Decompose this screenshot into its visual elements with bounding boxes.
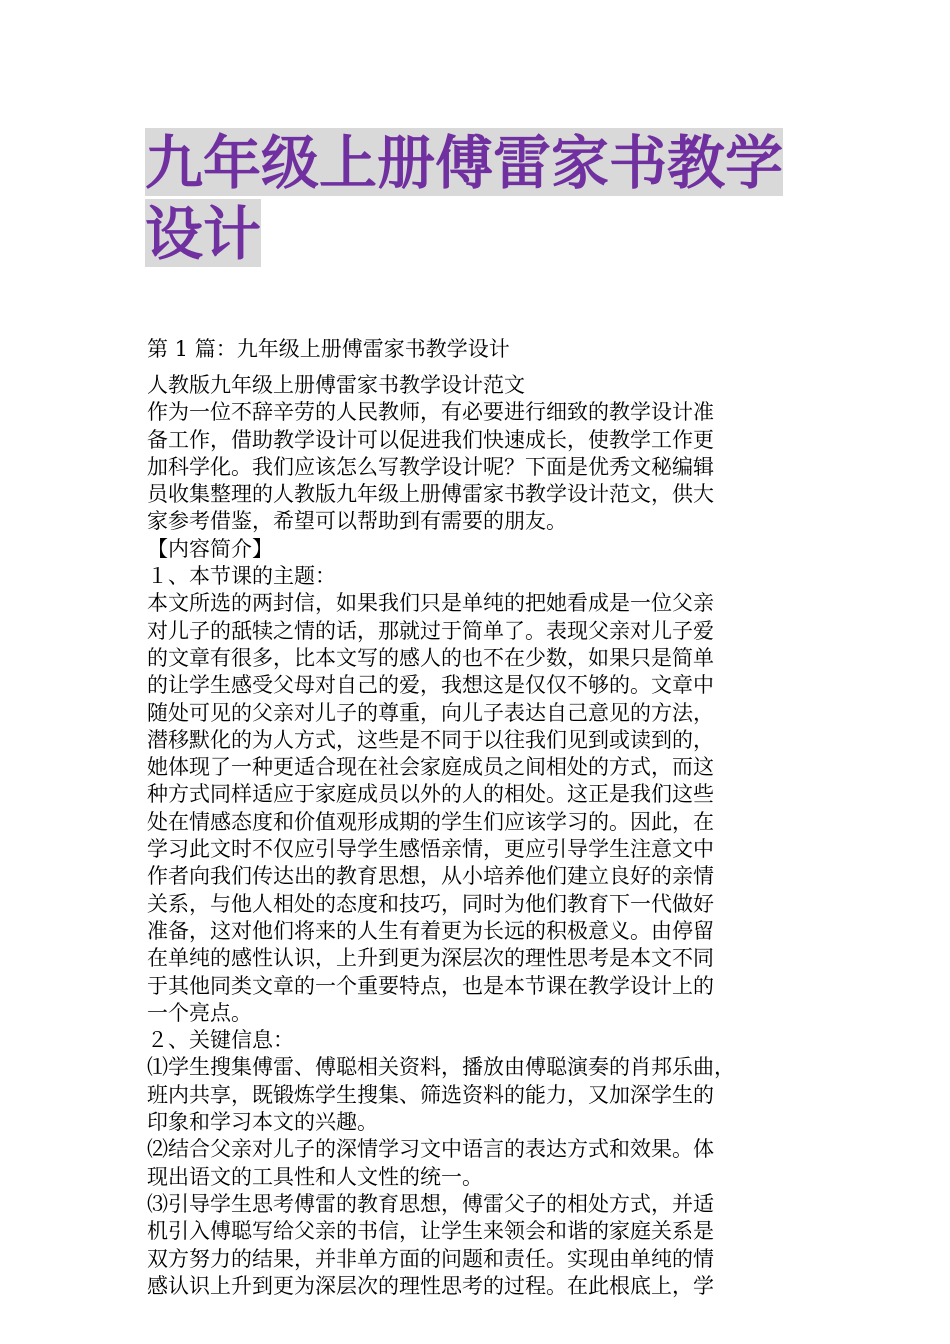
text-line: 机引入傅聪写给父亲的书信，让学生来领会和谐的家庭关系是 bbox=[147, 1219, 714, 1244]
text-line: 双方努力的结果，并非单方面的问题和责任。实现由单纯的情 bbox=[147, 1246, 714, 1271]
document-title bbox=[145, 128, 810, 267]
text-line: 班内共享，既锻炼学生搜集、筛选资料的能力，又加深学生的 bbox=[147, 1082, 714, 1107]
text-line: 员收集整理的人教版九年级上册傅雷家书教学设计范文，供大 bbox=[147, 482, 714, 507]
section-heading: 第 1 篇：九年级上册傅雷家书教学设计 bbox=[147, 337, 510, 361]
text-line: ⑶引导学生思考傅雷的教育思想，傅雷父子的相处方式，并适 bbox=[147, 1191, 714, 1216]
title-line-1: 九年级上册傅雷家书教学 bbox=[145, 129, 784, 197]
text-line: 于其他同类文章的一个重要特点，也是本节课在教学设计上的 bbox=[147, 973, 714, 998]
text-line: 人教版九年级上册傅雷家书教学设计范文 bbox=[147, 373, 525, 397]
text-line: 现出语文的工具性和人文性的统一。 bbox=[147, 1164, 483, 1189]
body-text bbox=[147, 372, 812, 1300]
text-line: 关系，与他人相处的态度和技巧，同时为他们教育下一代做好 bbox=[147, 891, 714, 916]
content-summary-heading: 【内容简介】 bbox=[147, 536, 273, 561]
text-line: 准备，这对他们将来的人生有着更为长远的积极意义。由停留 bbox=[147, 918, 714, 943]
text-line: 的让学生感受父母对自己的爱，我想这是仅仅不够的。文章中 bbox=[147, 673, 714, 698]
text-line: 学习此文时不仅应引导学生感悟亲情，更应引导学生注意文中 bbox=[147, 837, 714, 862]
text-line: ⑵结合父亲对儿子的深情学习文中语言的表达方式和效果。体 bbox=[147, 1137, 714, 1162]
text-line: 随处可见的父亲对儿子的尊重，向儿子表达自己意见的方法， bbox=[147, 700, 714, 725]
text-line: 感认识上升到更为深层次的理性思考的过程。在此根底上，学 bbox=[147, 1273, 714, 1298]
text-line: 处在情感态度和价值观形成期的学生们应该学习的。因此，在 bbox=[147, 809, 714, 834]
text-line: ⑴学生搜集傅雷、傅聪相关资料，播放由傅聪演奏的肖邦乐曲， bbox=[147, 1055, 735, 1080]
text-line: 潜移默化的为人方式，这些是不同于以往我们见到或读到的， bbox=[147, 727, 714, 752]
text-line: 她体现了一种更适合现在社会家庭成员之间相处的方式，而这 bbox=[147, 755, 714, 780]
text-line: 在单纯的感性认识，上升到更为深层次的理性思考是本文不同 bbox=[147, 946, 714, 971]
text-line: 加科学化。我们应该怎么写教学设计呢？下面是优秀文秘编辑 bbox=[147, 454, 714, 479]
text-line: 印象和学习本文的兴趣。 bbox=[147, 1110, 378, 1135]
text-line: 本文所选的两封信，如果我们只是单纯的把她看成是一位父亲 bbox=[147, 591, 714, 616]
text-line: 作为一位不辞辛劳的人民教师，有必要进行细致的教学设计准 bbox=[147, 400, 714, 425]
text-line: 备工作，借助教学设计可以促进我们快速成长，使教学工作更 bbox=[147, 427, 714, 452]
text-line: 作者向我们传达出的教育思想，从小培养他们建立良好的亲情 bbox=[147, 864, 714, 889]
text-line: 种方式同样适应于家庭成员以外的人的相处。这正是我们这些 bbox=[147, 782, 714, 807]
subsection-heading-2: ２、关键信息： bbox=[147, 1028, 294, 1053]
text-line: 一个亮点。 bbox=[147, 1000, 252, 1025]
text-line: 对儿子的舐犊之情的话，那就过于简单了。表现父亲对儿子爱 bbox=[147, 618, 714, 643]
title-line-2: 设计 bbox=[145, 200, 262, 268]
subsection-heading-1: １、本节课的主题： bbox=[147, 564, 336, 589]
text-line: 的文章有很多，比本文写的感人的也不在少数，如果只是简单 bbox=[147, 645, 714, 670]
text-line: 家参考借鉴，希望可以帮助到有需要的朋友。 bbox=[147, 509, 567, 534]
